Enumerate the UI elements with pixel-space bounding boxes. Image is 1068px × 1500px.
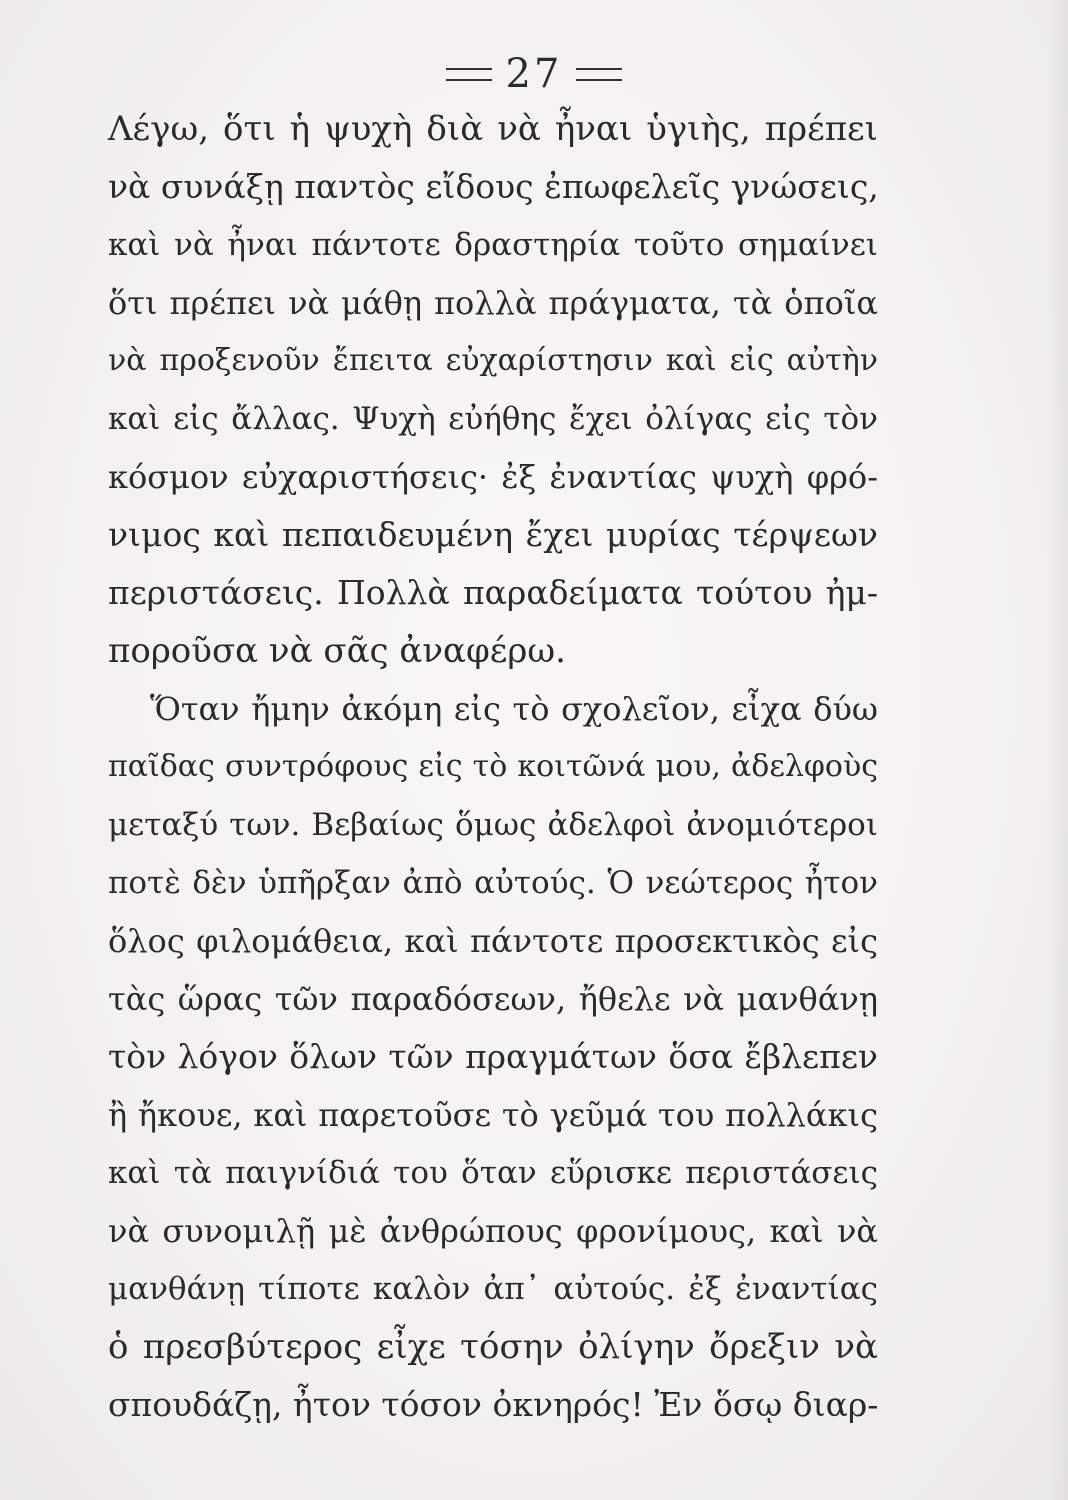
text-line: μανθάνῃ τίποτε καλὸν ἀπ᾽ αὐτούς. ἐξ ἐναντίας — [108, 1271, 878, 1307]
page-edge-shadow — [1046, 0, 1068, 1500]
text-line: παῖδας συντρόφους εἰς τὸ κοιτῶνά μου, ἀδελφοὺς — [108, 749, 878, 784]
body-text — [108, 100, 878, 1434]
text-line: νὰ συνομιλῇ μὲ ἀνθρώπους φρονίμους, καὶ νὰ — [108, 1212, 878, 1250]
text-line: καὶ νὰ ἦναι πάντοτε δραστηρία τοῦτο σημαίνει — [108, 227, 878, 263]
text-line: σπουδάζῃ, ἦτον τόσον ὀκνηρός! Ἐν ὅσῳ διαρ- — [108, 1385, 879, 1424]
text-line: νὰ προξενοῦν ἔπειτα εὐχαρίστησιν καὶ εἰς αὐτὴν — [108, 343, 878, 378]
text-line: τὸν λόγον ὅλων τῶν πραγμάτων ὅσα ἔβλεπεν — [108, 1037, 878, 1076]
page-header — [0, 44, 1068, 104]
text-line: περιστάσεις. Πολλὰ παραδείματα τούτου ἠμ- — [108, 573, 878, 612]
text-line: ὁ πρεσβύτερος εἶχε τόσην ὀλίγην ὄρεξιν νὰ — [108, 1327, 878, 1367]
text-line: καὶ τὰ παιγνίδιά του ὅταν εὕρισκε περιστάσεις — [108, 1155, 878, 1191]
text-line: τὰς ὥρας τῶν παραδόσεων, ἤθελε νὰ μανθάνῃ — [108, 980, 878, 1018]
text-line: νὰ συνάξῃ παντὸς εἴδους ἐπωφελεῖς γνώσεις, — [108, 167, 879, 206]
header-rule-right — [576, 68, 622, 81]
text-line: Λέγω, ὅτι ἡ ψυχὴ διὰ νὰ ἦναι ὑγιὴς, πρέπει — [108, 109, 878, 149]
text-line: κόσμον εὐχαριστήσεις· ἐξ ἐναντίας ψυχὴ φρό- — [108, 458, 878, 496]
text-line: ποροῦσα νὰ σᾶς ἀναφέρω. — [108, 631, 566, 671]
text-line: ὅλος φιλομάθεια, καὶ πάντοτε προσεκτικὸς εἰς — [108, 922, 878, 960]
text-line: νιμος καὶ πεπαιδευμένη ἔχει μυρίας τέρψεων — [108, 515, 878, 554]
text-line: μεταξύ των. Βεβαίως ὅμως ἀδελφοὶ ἀνομιότεροι — [108, 807, 878, 843]
text-line: ὅτι πρέπει νὰ μάθῃ πολλὰ πράγματα, τὰ ὁποῖα — [108, 284, 878, 322]
page-number: 27 — [505, 51, 563, 97]
text-line: ποτὲ δὲν ὑπῆρξαν ἀπὸ αὐτούς. Ὁ νεώτερος ἦτον — [108, 865, 878, 901]
text-line: Ὅταν ἤμην ἀκόμη εἰς τὸ σχολεῖον, εἶχα δύω — [150, 690, 878, 728]
text-line: καὶ εἰς ἄλλας. Ψυχὴ εὐήθης ἔχει ὀλίγας εἰς τὸν — [108, 401, 878, 437]
header-rule-left — [446, 68, 492, 81]
text-line: ἢ ἤκουε, καὶ παρετοῦσε τὸ γεῦμά του πολλάκις — [108, 1096, 878, 1134]
